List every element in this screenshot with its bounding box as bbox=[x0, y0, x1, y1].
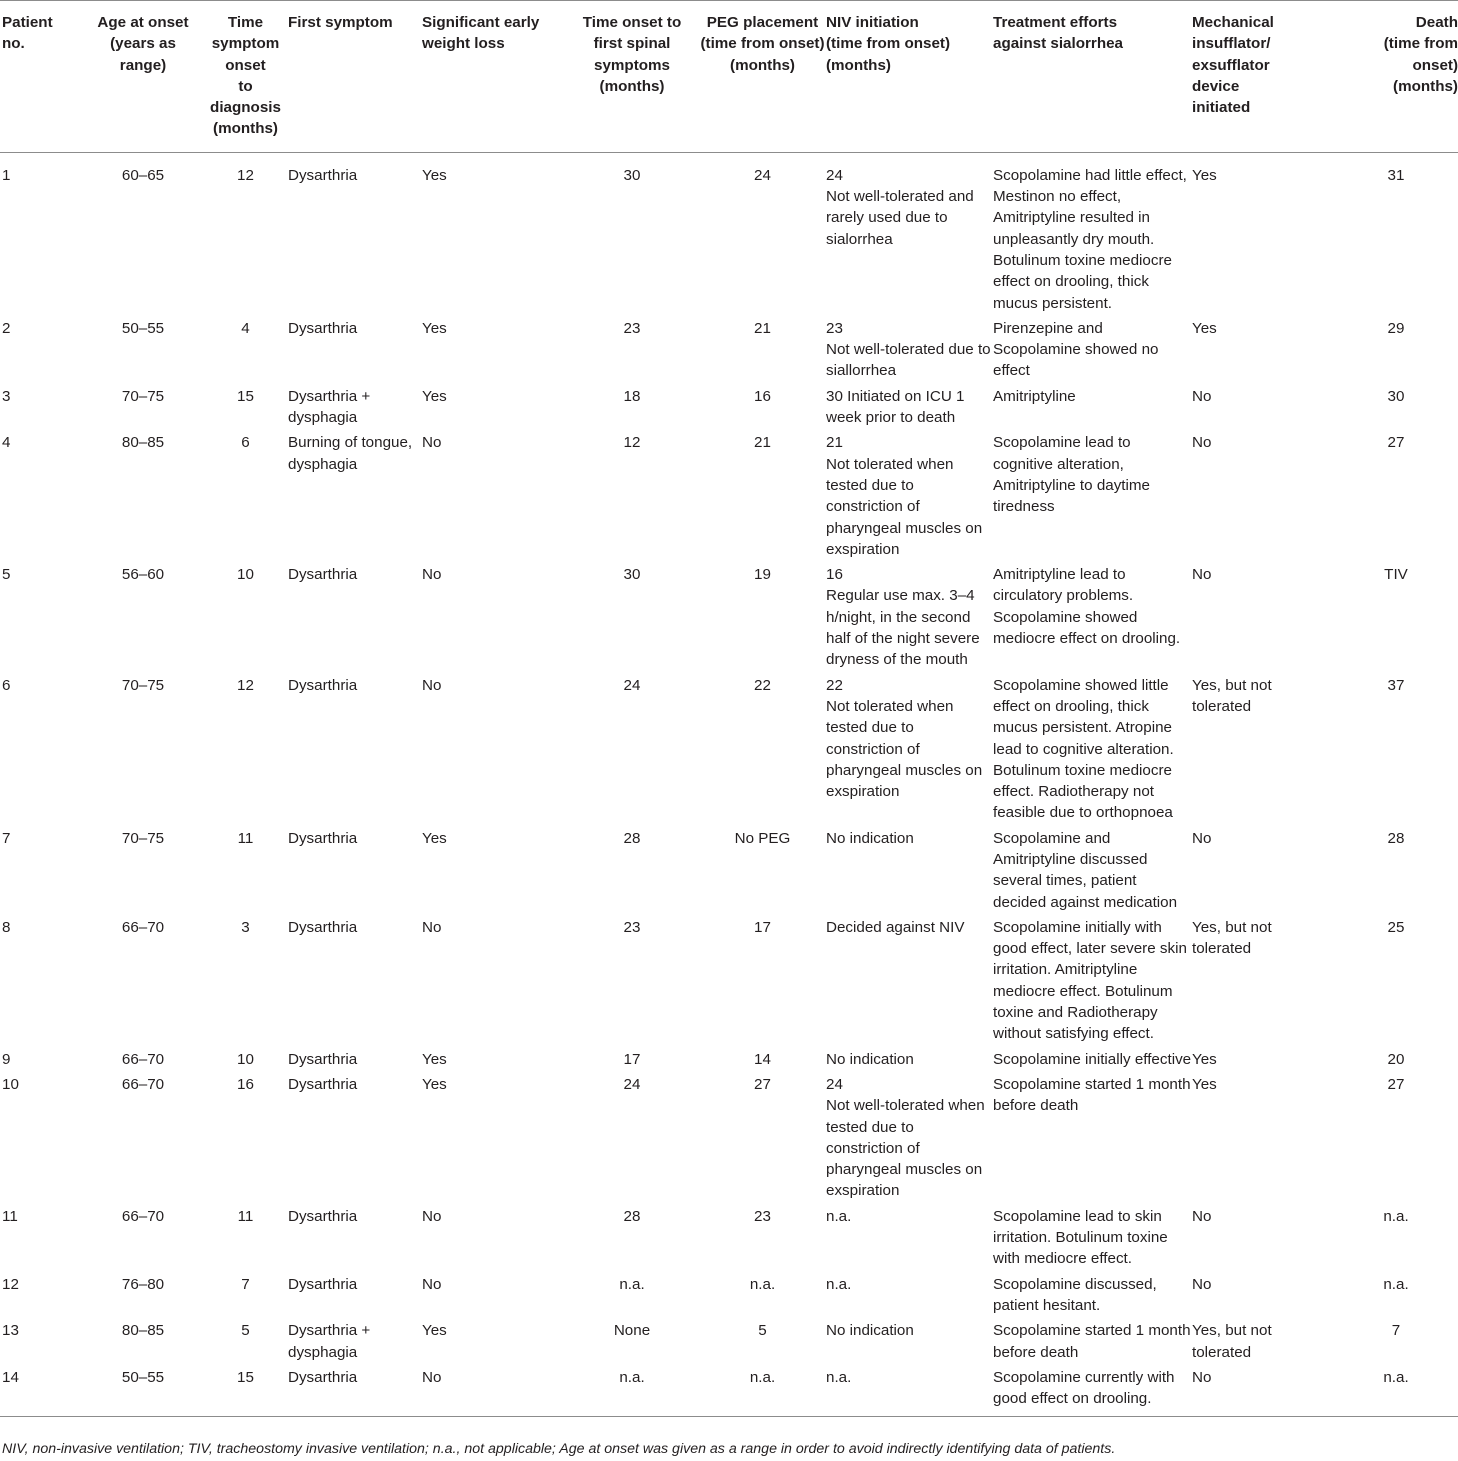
cell-time-to-diagnosis: 11 bbox=[237, 829, 254, 847]
cell-patient-no: 12 bbox=[2, 1275, 19, 1293]
cell-sialorrhea-treatment: Scopolamine showed little effect on drooling, thick mucus persistent. Atropine lead to cognitive alteration. Botulinum toxine mediocre effect. Radiotherapy not feasible due to orthopnoea bbox=[993, 676, 1174, 822]
cell-niv-initiation: 24 Not well-tolerated when tested due to constriction of pharyngeal muscles on exspiration bbox=[826, 1075, 985, 1200]
cell-insufflator-device: No bbox=[1192, 566, 1212, 584]
cell-peg-placement: n.a. bbox=[699, 1367, 826, 1417]
cell-weight-loss: Yes bbox=[422, 387, 447, 405]
cell-peg-placement: 21 bbox=[754, 434, 771, 452]
table-row bbox=[0, 152, 1458, 318]
cell-age-at-onset: 60–65 bbox=[121, 166, 165, 184]
cell-patient-no: 9 bbox=[2, 1050, 11, 1068]
cell-patient-no: 3 bbox=[2, 387, 11, 405]
cell-first-symptom: Dysarthria bbox=[288, 319, 358, 337]
cell-insufflator-device: Yes, but not tolerated bbox=[1192, 1322, 1272, 1361]
column-header-time-to-diagnosis: Time symptom onset to diagnosis (months) bbox=[203, 1, 288, 153]
cell-niv-initiation: 22 Not tolerated when tested due to constriction of pharyngeal muscles on exspiration bbox=[826, 676, 983, 801]
cell-niv-initiation: n.a. bbox=[826, 1207, 852, 1225]
cell-niv-initiation: Decided against NIV bbox=[826, 918, 965, 936]
cell-death: n.a. bbox=[1334, 1367, 1458, 1417]
cell-time-to-diagnosis: 7 bbox=[241, 1275, 250, 1293]
table-row bbox=[0, 1274, 1458, 1321]
cell-first-symptom: Burning of tongue, dysphagia bbox=[288, 434, 413, 473]
cell-patient-no: 13 bbox=[2, 1322, 19, 1340]
cell-patient-no: 2 bbox=[2, 319, 11, 337]
cell-time-to-spinal: 28 bbox=[623, 1207, 641, 1225]
table-row bbox=[0, 564, 1458, 674]
cell-weight-loss: Yes bbox=[422, 319, 447, 337]
cell-insufflator-device: Yes bbox=[1192, 319, 1217, 337]
cell-insufflator-device: Yes, but not tolerated bbox=[1192, 676, 1272, 715]
cell-patient-no: 5 bbox=[2, 566, 11, 584]
cell-time-to-diagnosis: 10 bbox=[237, 1050, 254, 1068]
cell-age-at-onset: 70–75 bbox=[121, 829, 165, 847]
cell-age-at-onset: 80–85 bbox=[121, 434, 165, 452]
cell-insufflator-device: Yes bbox=[1192, 166, 1217, 184]
cell-sialorrhea-treatment: Scopolamine started 1 month before death bbox=[993, 1075, 1191, 1115]
cell-age-at-onset: 80–85 bbox=[121, 1322, 165, 1340]
table-row bbox=[0, 1049, 1458, 1074]
table-row bbox=[0, 917, 1458, 1049]
cell-age-at-onset: 66–70 bbox=[121, 1207, 165, 1225]
cell-weight-loss: No bbox=[422, 1275, 442, 1293]
cell-death: 30 bbox=[1387, 387, 1405, 405]
cell-age-at-onset: 66–70 bbox=[121, 918, 165, 936]
cell-death: 20 bbox=[1387, 1050, 1405, 1068]
table-row bbox=[0, 675, 1458, 828]
cell-age-at-onset: 76–80 bbox=[121, 1275, 165, 1293]
table-row bbox=[0, 386, 1458, 433]
cell-death: n.a. bbox=[1383, 1207, 1409, 1225]
cell-death: 27 bbox=[1387, 1075, 1405, 1093]
cell-first-symptom: Dysarthria + dysphagia bbox=[288, 1322, 371, 1361]
cell-sialorrhea-treatment: Amitriptyline bbox=[993, 387, 1076, 405]
cell-niv-initiation: No indication bbox=[826, 829, 914, 847]
cell-death: 25 bbox=[1387, 918, 1405, 936]
table-footnote: NIV, non-invasive ventilation; TIV, tracheostomy invasive ventilation; n.a., not applicable; Age at onset was given as a range in order to avoid indirectly identifying data of patients. bbox=[2, 1441, 1116, 1457]
cell-weight-loss: Yes bbox=[422, 1075, 447, 1093]
cell-peg-placement: 14 bbox=[754, 1050, 771, 1068]
cell-patient-no: 1 bbox=[2, 166, 11, 184]
cell-time-to-spinal: 18 bbox=[623, 387, 641, 405]
cell-peg-placement: 27 bbox=[754, 1075, 771, 1093]
cell-insufflator-device: Yes, but not tolerated bbox=[1192, 918, 1272, 958]
cell-time-to-spinal: 23 bbox=[623, 319, 641, 337]
cell-weight-loss: No bbox=[422, 1367, 565, 1417]
header-row bbox=[0, 1, 1458, 153]
cell-time-to-diagnosis: 12 bbox=[237, 676, 254, 694]
cell-first-symptom: Dysarthria bbox=[288, 1367, 422, 1417]
cell-insufflator-device: No bbox=[1192, 434, 1212, 452]
cell-weight-loss: No bbox=[422, 676, 442, 694]
table-header bbox=[0, 1, 1458, 153]
cell-time-to-spinal: 24 bbox=[623, 1075, 641, 1093]
cell-sialorrhea-treatment: Scopolamine had little effect, Mestinon no effect, Amitriptyline resulted in unpleasantly dry mouth. Botulinum toxine mediocre effect on drooling, thick mucus persistent. bbox=[993, 166, 1187, 312]
cell-first-symptom: Dysarthria bbox=[288, 829, 358, 847]
cell-weight-loss: No bbox=[422, 1207, 442, 1225]
cell-weight-loss: No bbox=[422, 434, 442, 452]
cell-niv-initiation: n.a. bbox=[826, 1367, 993, 1417]
cell-niv-initiation: No indication bbox=[826, 1322, 914, 1340]
cell-time-to-diagnosis: 6 bbox=[241, 434, 250, 452]
cell-death: 29 bbox=[1387, 319, 1405, 337]
column-header-sialorrhea-treatment: Treatment efforts against sialorrhea bbox=[993, 1, 1192, 153]
cell-sialorrhea-treatment: Scopolamine and Amitriptyline discussed several times, patient decided against medication bbox=[993, 829, 1178, 911]
cell-time-to-diagnosis: 4 bbox=[241, 319, 250, 337]
cell-time-to-spinal: 30 bbox=[623, 566, 641, 584]
cell-time-to-diagnosis: 5 bbox=[241, 1322, 250, 1340]
column-header-first-symptom: First symptom bbox=[288, 1, 422, 153]
cell-insufflator-device: Yes bbox=[1192, 1050, 1217, 1068]
cell-sialorrhea-treatment: Scopolamine discussed, patient hesitant. bbox=[993, 1275, 1157, 1314]
cell-peg-placement: No PEG bbox=[734, 829, 791, 847]
cell-time-to-spinal: 30 bbox=[623, 166, 641, 184]
cell-time-to-diagnosis: 16 bbox=[237, 1075, 254, 1093]
cell-time-to-diagnosis: 15 bbox=[237, 387, 254, 405]
cell-niv-initiation: 23 Not well-tolerated due to siallorrhea bbox=[826, 319, 991, 380]
cell-weight-loss: Yes bbox=[422, 166, 447, 184]
cell-age-at-onset: 56–60 bbox=[121, 566, 165, 584]
cell-death: 37 bbox=[1387, 676, 1405, 694]
cell-insufflator-device: Yes bbox=[1192, 1075, 1217, 1093]
cell-peg-placement: 22 bbox=[754, 676, 771, 694]
cell-niv-initiation: n.a. bbox=[826, 1275, 852, 1293]
cell-age-at-onset: 50–55 bbox=[121, 319, 165, 337]
cell-peg-placement: 16 bbox=[754, 387, 771, 405]
cell-time-to-spinal: 23 bbox=[623, 918, 641, 936]
cell-patient-no: 6 bbox=[2, 676, 11, 694]
cell-time-to-diagnosis: 11 bbox=[237, 1207, 254, 1225]
cell-first-symptom: Dysarthria bbox=[288, 1275, 358, 1293]
cell-time-to-spinal: None bbox=[613, 1322, 651, 1340]
cell-weight-loss: Yes bbox=[422, 1322, 447, 1340]
cell-sialorrhea-treatment: Scopolamine started 1 month before death bbox=[993, 1322, 1191, 1361]
column-header-death: Death (time from onset) (months) bbox=[1334, 1, 1458, 153]
cell-patient-no: 14 bbox=[0, 1367, 83, 1417]
cell-first-symptom: Dysarthria bbox=[288, 166, 358, 184]
column-header-weight-loss: Significant early weight loss bbox=[422, 1, 565, 153]
cell-weight-loss: Yes bbox=[422, 829, 447, 847]
cell-age-at-onset: 66–70 bbox=[121, 1075, 165, 1093]
cell-patient-no: 10 bbox=[2, 1075, 19, 1093]
cell-death: 7 bbox=[1391, 1322, 1401, 1340]
cell-insufflator-device: No bbox=[1192, 1207, 1212, 1225]
cell-sialorrhea-treatment: Scopolamine initially effective bbox=[993, 1050, 1192, 1068]
cell-sialorrhea-treatment: Amitriptyline lead to circulatory problems. Scopolamine showed mediocre effect on drooling. bbox=[993, 566, 1181, 648]
cell-sialorrhea-treatment: Scopolamine lead to skin irritation. Botulinum toxine with mediocre effect. bbox=[993, 1207, 1168, 1268]
cell-first-symptom: Dysarthria + dysphagia bbox=[288, 387, 371, 427]
cell-sialorrhea-treatment: Scopolamine initially with good effect, later severe skin irritation. Amitriptyline mediocre effect. Botulinum toxine and Radiotherapy without satisfying effect. bbox=[993, 918, 1187, 1043]
table-body bbox=[0, 152, 1458, 1417]
cell-time-to-spinal: 24 bbox=[623, 676, 641, 694]
table-row bbox=[0, 1074, 1458, 1206]
table-row bbox=[0, 828, 1458, 917]
cell-first-symptom: Dysarthria bbox=[288, 566, 358, 584]
cell-peg-placement: 24 bbox=[754, 166, 771, 184]
cell-peg-placement: 5 bbox=[758, 1322, 767, 1340]
table-row bbox=[0, 432, 1458, 564]
cell-insufflator-device: No bbox=[1192, 1275, 1212, 1293]
cell-death: 31 bbox=[1387, 166, 1405, 184]
cell-time-to-spinal: n.a. bbox=[619, 1275, 645, 1293]
cell-peg-placement: 17 bbox=[754, 918, 771, 936]
cell-niv-initiation: 16 Regular use max. 3–4 h/night, in the second half of the night severe dryness of the mouth bbox=[826, 566, 980, 669]
cell-patient-no: 11 bbox=[2, 1207, 18, 1225]
column-header-insufflator-device: Mechanical insufflator/ exsufflator device initiated bbox=[1192, 1, 1334, 153]
column-header-time-to-spinal: Time onset to first spinal symptoms (months) bbox=[565, 1, 699, 153]
table-row bbox=[0, 1206, 1458, 1274]
cell-niv-initiation: 24 Not well-tolerated and rarely used due to sialorrhea bbox=[826, 166, 974, 248]
table-row bbox=[0, 1367, 1458, 1417]
column-header-age-at-onset: Age at onset (years as range) bbox=[83, 1, 203, 153]
cell-age-at-onset: 66–70 bbox=[121, 1050, 165, 1068]
cell-death: 28 bbox=[1387, 829, 1405, 847]
cell-first-symptom: Dysarthria bbox=[288, 1207, 358, 1225]
cell-first-symptom: Dysarthria bbox=[288, 1075, 358, 1093]
cell-time-to-diagnosis: 3 bbox=[241, 918, 250, 936]
cell-insufflator-device: No bbox=[1192, 387, 1212, 405]
cell-niv-initiation: 30 Initiated on ICU 1 week prior to death bbox=[826, 387, 965, 427]
cell-patient-no: 8 bbox=[2, 918, 11, 936]
cell-first-symptom: Dysarthria bbox=[288, 676, 358, 694]
cell-patient-no: 7 bbox=[2, 829, 11, 847]
cell-peg-placement: 21 bbox=[754, 319, 771, 337]
cell-time-to-spinal: n.a. bbox=[565, 1367, 699, 1417]
cell-death: TIV bbox=[1384, 566, 1408, 584]
cell-niv-initiation: 21 Not tolerated when tested due to constriction of pharyngeal muscles on exspiration bbox=[826, 434, 983, 558]
table-row bbox=[0, 1320, 1458, 1367]
cell-death: n.a. bbox=[1383, 1275, 1409, 1293]
cell-weight-loss: Yes bbox=[422, 1050, 447, 1068]
cell-peg-placement: 19 bbox=[754, 566, 771, 584]
cell-sialorrhea-treatment: Scopolamine currently with good effect on drooling. bbox=[993, 1367, 1192, 1417]
column-header-niv-initiation: NIV initiation (time from onset) (months) bbox=[826, 1, 993, 153]
cell-insufflator-device: No bbox=[1192, 1367, 1334, 1417]
cell-weight-loss: No bbox=[422, 566, 442, 584]
column-header-patient-no: Patient no. bbox=[0, 1, 83, 153]
cell-niv-initiation: No indication bbox=[826, 1050, 914, 1068]
cell-age-at-onset: 50–55 bbox=[83, 1367, 203, 1417]
cell-weight-loss: No bbox=[422, 918, 442, 936]
cell-age-at-onset: 70–75 bbox=[121, 676, 165, 694]
cell-sialorrhea-treatment: Pirenzepine and Scopolamine showed no effect bbox=[993, 319, 1159, 380]
cell-age-at-onset: 70–75 bbox=[121, 387, 165, 405]
cell-time-to-diagnosis: 15 bbox=[203, 1367, 288, 1417]
column-header-peg-placement: PEG placement (time from onset) (months) bbox=[699, 1, 826, 153]
cell-patient-no: 4 bbox=[2, 434, 11, 452]
cell-first-symptom: Dysarthria bbox=[288, 1050, 358, 1068]
cell-first-symptom: Dysarthria bbox=[288, 918, 358, 936]
cell-time-to-diagnosis: 10 bbox=[237, 566, 254, 584]
cell-insufflator-device: No bbox=[1192, 829, 1212, 847]
cell-death: 27 bbox=[1387, 434, 1405, 452]
cell-time-to-spinal: 12 bbox=[623, 434, 641, 452]
cell-peg-placement: n.a. bbox=[749, 1275, 776, 1293]
cell-time-to-diagnosis: 12 bbox=[237, 166, 254, 184]
table-row bbox=[0, 318, 1458, 386]
cell-time-to-spinal: 28 bbox=[623, 829, 641, 847]
cell-time-to-spinal: 17 bbox=[623, 1050, 641, 1068]
cell-sialorrhea-treatment: Scopolamine lead to cognitive alteration, Amitriptyline to daytime tiredness bbox=[993, 434, 1150, 516]
cell-peg-placement: 23 bbox=[754, 1207, 771, 1225]
